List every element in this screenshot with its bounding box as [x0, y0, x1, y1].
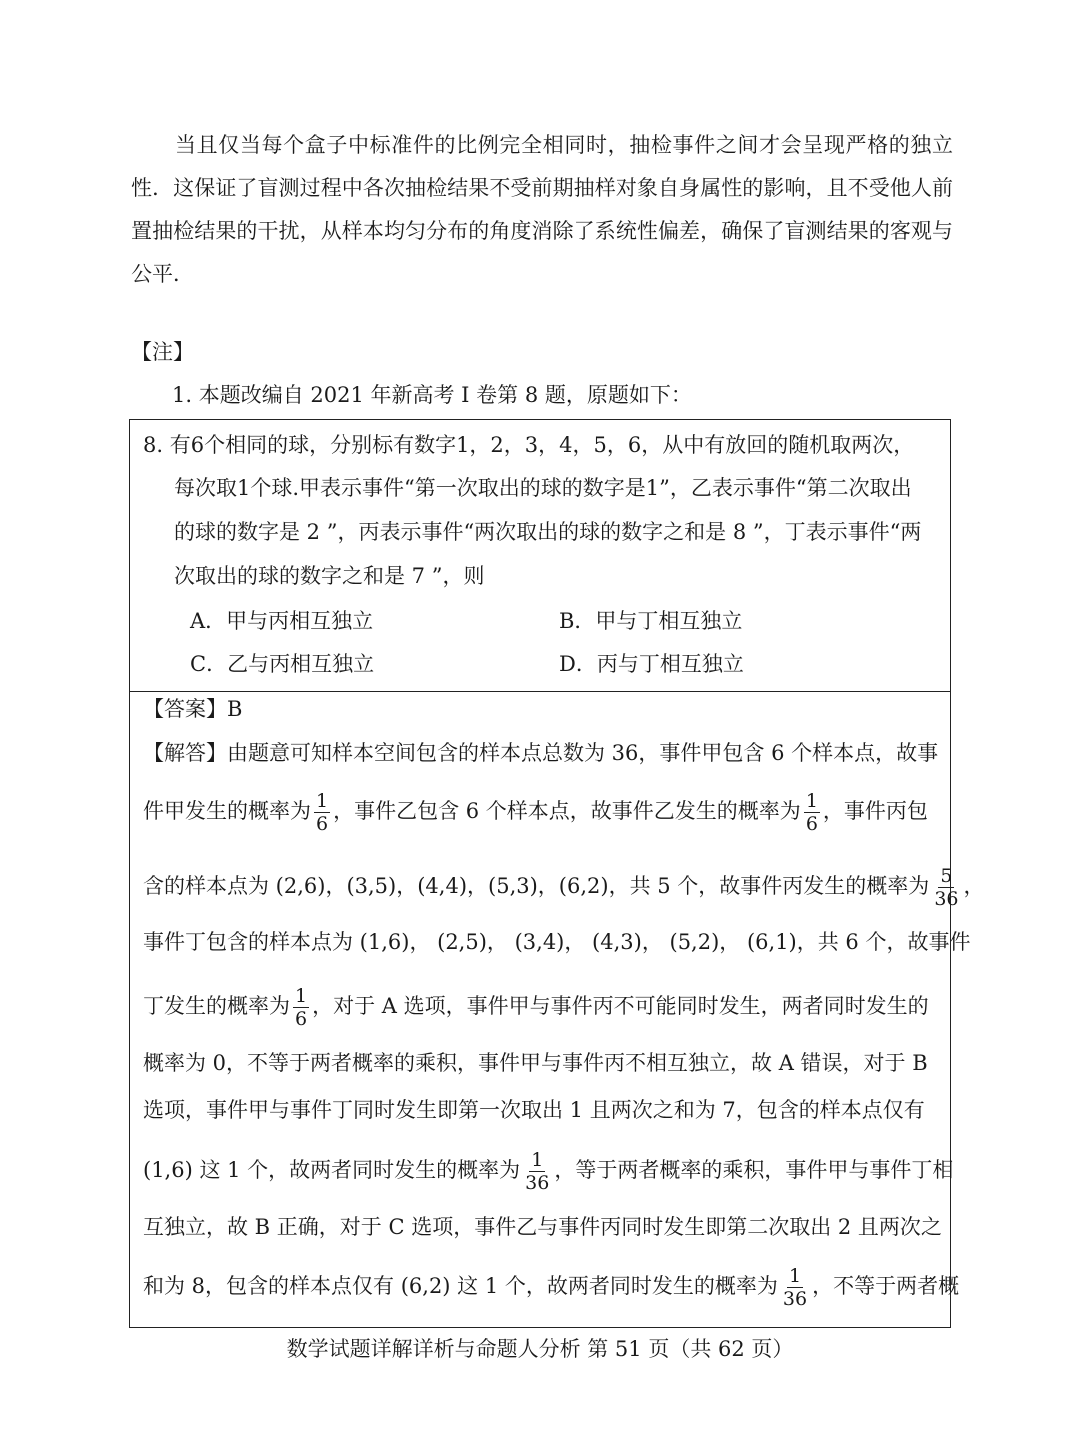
- question-line-1: 8. 有6个相同的球，分别标有数字1，2，3，4，5，6，从中有放回的随机取两次，: [143, 433, 915, 457]
- solution-line-5: 丁发生的概率为 $\frac{1}{6}$ ，对于 A 选项，事件甲与事件丙不可能同时发生，两者同时发生的: [143, 985, 929, 1030]
- solution-line-9: 互独立，故 B 正确，对于 C 选项，事件乙与事件丙同时发生即第二次取出 2 且两次之: [143, 1215, 942, 1239]
- question-line-4: 次取出的球的数字之和是 7 ”，则: [174, 564, 485, 588]
- fraction-1-6: $\frac{1}{6}$: [295, 985, 308, 1030]
- page-footer: 数学试题详解详析与命题人分析 第 51 页（共 62 页）: [286, 1337, 794, 1361]
- question-line-3: 的球的数字是 2 ”，丙表示事件“两次取出的球的数字之和是 8 ”，丁表示事件“两: [174, 520, 922, 544]
- option-b: B．甲与丁相互独立: [559, 609, 743, 633]
- solution-line-1: 【解答】由题意可知样本空间包含的样本点总数为 36，事件甲包含 6 个样本点，故事: [143, 741, 939, 765]
- note-item-1: 1. 本题改编自 2021 年新高考 I 卷第 8 题，原题如下：: [172, 383, 692, 407]
- answer-divider: [130, 691, 950, 692]
- solution-line-10: 和为 8，包含的样本点仅有 (6,2) 这 1 个，故两者同时发生的概率为 $\frac{1}{36}$ ，不等于两者概: [143, 1265, 960, 1310]
- fraction-1-36: $\frac{1}{36}$: [782, 1265, 808, 1310]
- intro-paragraph: 当且仅当每个盒子中标准件的比例完全相同时，抽检事件之间才会呈现严格的独立性．这保证了盲测过程中各次抽检结果不受前期抽样对象自身属性的影响，且不受他人前置抽检结果的干扰，从样本均匀分布的角度消除了系统性偏差，确保了盲测结果的客观与公平．: [131, 133, 953, 286]
- option-c: C．乙与丙相互独立: [190, 652, 375, 676]
- solution-line-3: 含的样本点为 (2,6)，(3,5)，(4,4)，(5,3)，(6,2)，共 5 个，故事件丙发生的概率为 $\frac{5}{36}$ ，: [143, 865, 985, 910]
- solution-line-4: 事件丁包含的样本点为 (1,6)， (2,5)， (3,4)， (4,3)， (5,2)， (6,1)，共 6 个，故事件: [143, 930, 971, 954]
- fraction-1-6: $\frac{1}{6}$: [316, 790, 329, 835]
- note-heading: 【注】: [131, 340, 194, 364]
- option-a: A．甲与丙相互独立: [190, 609, 374, 633]
- question-line-2: 每次取1个球.甲表示事件“第一次取出的球的数字是1”，乙表示事件“第二次取出: [174, 476, 912, 500]
- answer-line: 【答案】B: [143, 697, 243, 721]
- solution-line-6: 概率为 0，不等于两者概率的乘积，事件甲与事件丙不相互独立，故 A 错误，对于 B: [143, 1051, 928, 1075]
- option-d: D．丙与丁相互独立: [559, 652, 744, 676]
- fraction-5-36: $\frac{5}{36}$: [934, 865, 959, 910]
- fraction-1-36: $\frac{1}{36}$: [525, 1149, 550, 1194]
- solution-line-2: 件甲发生的概率为 $\frac{1}{6}$ ，事件乙包含 6 个样本点，故事件乙发生的概率为 $\frac{1}{6}$ ，事件丙包: [143, 790, 928, 835]
- solution-line-8: (1,6) 这 1 个，故两者同时发生的概率为 $\frac{1}{36}$ ，等于两者概率的乘积，事件甲与事件丁相: [143, 1149, 954, 1194]
- solution-line-7: 选项，事件甲与事件丁同时发生即第一次取出 1 且两次之和为 7，包含的样本点仅有: [143, 1098, 925, 1122]
- original-question-box: [129, 419, 985, 1328]
- fraction-1-6: $\frac{1}{6}$: [805, 790, 818, 835]
